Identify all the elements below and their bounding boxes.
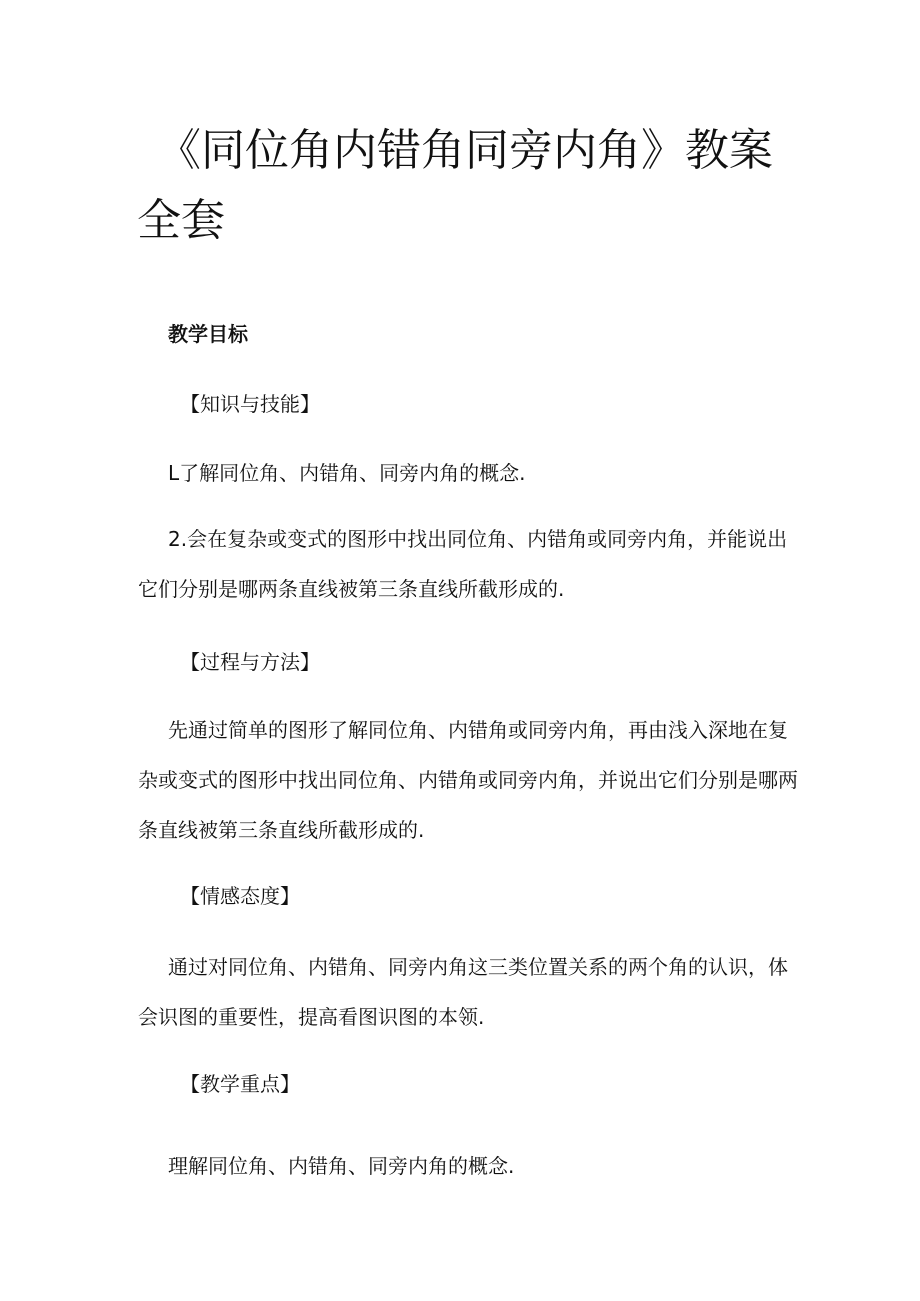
process-method-paragraph: 先通过简单的图形了解同位角、内错角或同旁内角，再由浅入深地在复杂或变式的图形中找出同位角、内错角或同旁内角，并说出它们分别是哪两条直线被第三条直线所截形成的. — [138, 718, 798, 842]
key-point-heading: 【教学重点】 — [180, 1072, 300, 1096]
key-point-text: 理解同位角、内错角、同旁内角的概念. — [168, 1154, 515, 1178]
section-heading-teaching-goals: 教学目标 — [168, 322, 248, 346]
knowledge-skill-item-2: 2.会在复杂或变式的图形中找出同位角、内错角或同旁内角，并能说出它们分别是哪两条直线被第三条直线所截形成的. — [138, 527, 788, 601]
emotion-attitude-heading: 【情感态度】 — [180, 884, 300, 908]
emotion-attitude-paragraph: 通过对同位角、内错角、同旁内角这三类位置关系的两个角的认识，体会识图的重要性，提高看图识图的本领. — [138, 955, 788, 1029]
knowledge-skill-item-1: L了解同位角、内错角、同旁内角的概念. — [168, 461, 526, 485]
document-title: 《同位角内错角同旁内角》教案全套 — [137, 125, 773, 246]
process-method-heading: 【过程与方法】 — [180, 650, 320, 674]
knowledge-skill-heading: 【知识与技能】 — [180, 392, 320, 416]
